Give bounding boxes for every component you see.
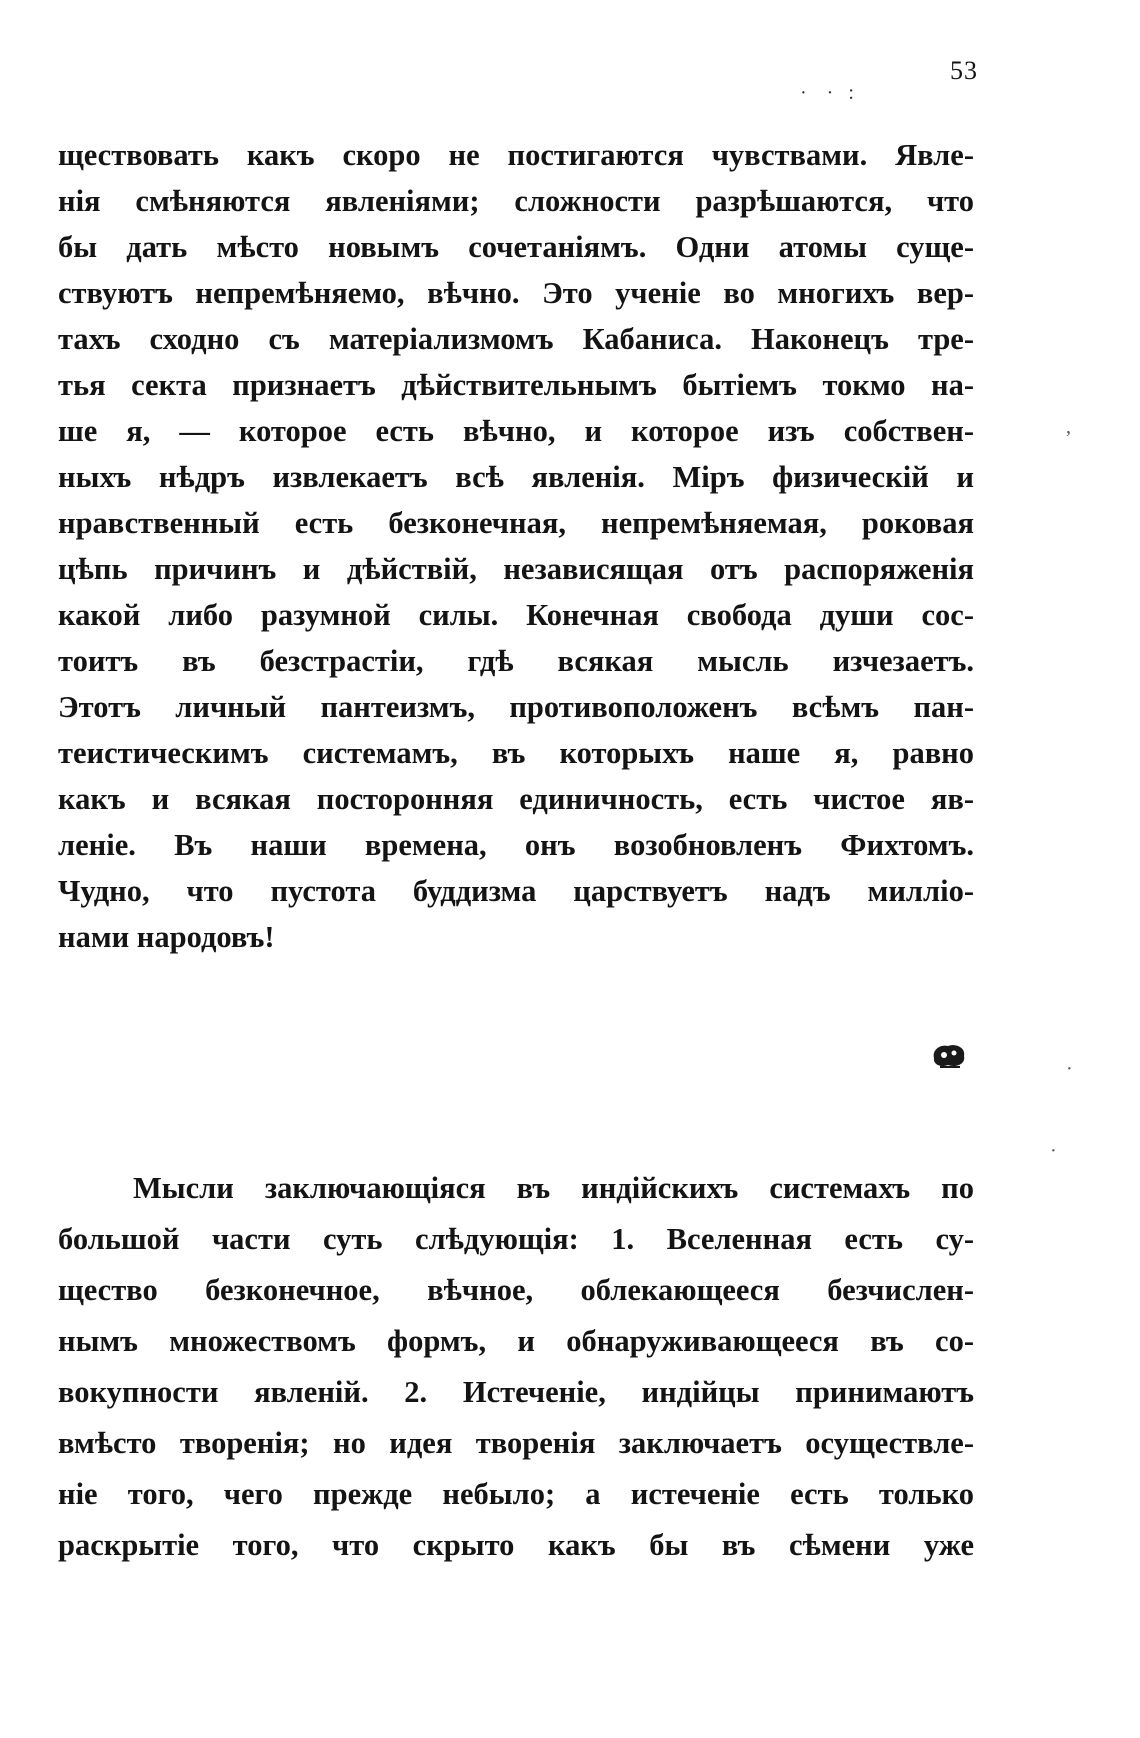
text-line: ныхъ нѣдръ извлекаетъ всѣ явленія. Міръ физическій и [58, 460, 974, 494]
text-line: нія смѣняются явленіями; сложности разрѣшаются, что [58, 184, 974, 218]
text-line: бы дать мѣсто новымъ сочетаніямъ. Одни атомы суще- [58, 230, 974, 264]
text-line: нымъ множествомъ формъ, и обнаруживающееся въ со- [58, 1324, 974, 1358]
text-line: тахъ сходно съ матеріализмомъ Кабаниса. Наконецъ тре- [58, 322, 974, 356]
ink-speck: · [1066, 1058, 1073, 1080]
text-line: какъ и всякая посторонняя единичность, есть чистое яв- [58, 782, 974, 816]
ink-speck: · [1050, 1140, 1057, 1162]
text-line: большой части суть слѣдующія: 1. Вселенная есть су- [58, 1222, 974, 1256]
text-line: ніе того, чего прежде небыло; а истеченіе есть только [58, 1477, 974, 1511]
ink-blot-ornament-icon [930, 1040, 968, 1070]
text-line: Мысли заключающіяся въ индійскихъ системахъ по [133, 1171, 974, 1205]
text-line: леніе. Въ наши времена, онъ возобновленъ Фихтомъ. [58, 828, 974, 862]
text-line: раскрытіе того, что скрыто какъ бы въ сѣмени уже [58, 1528, 974, 1562]
text-line: вокупности явленій. 2. Истеченіе, индійцы принимаютъ [58, 1375, 974, 1409]
text-line: ше я, — которое есть вѣчно, и которое изъ собствен- [58, 414, 974, 448]
page-number: 53 [950, 56, 978, 85]
text-line: какой либо разумной силы. Конечная свобода души сос- [58, 598, 974, 632]
text-line: щество безконечное, вѣчное, облекающееся безчислен- [58, 1273, 974, 1307]
text-line: тоитъ въ безстрастіи, гдѣ всякая мысль изчезаетъ. [58, 644, 974, 678]
text-line: теистическимъ системамъ, въ которыхъ наше я, равно [58, 736, 974, 770]
text-line: Этотъ личный пантеизмъ, противоположенъ всѣмъ пан- [58, 690, 974, 724]
text-line: ществовать какъ скоро не постигаются чувствами. Явле- [58, 138, 974, 172]
ink-speck: , [1066, 416, 1071, 438]
text-line: Чудно, что пустота буддизма царствуетъ надъ милліо- [58, 874, 974, 908]
ink-specks: · · : [800, 82, 854, 104]
text-line: тья секта признаетъ дѣйствительнымъ бытіемъ токмо на- [58, 368, 974, 402]
text-line: вмѣсто творенія; но идея творенія заключаетъ осуществле- [58, 1426, 974, 1460]
text-line: цѣпь причинъ и дѣйствій, независящая отъ распоряженія [58, 552, 974, 586]
text-line: нравственный есть безконечная, непремѣняемая, роковая [58, 506, 974, 540]
text-line: ствуютъ непремѣняемо, вѣчно. Это ученіе во многихъ вер- [58, 276, 974, 310]
text-line: нами народовъ! [58, 920, 275, 954]
